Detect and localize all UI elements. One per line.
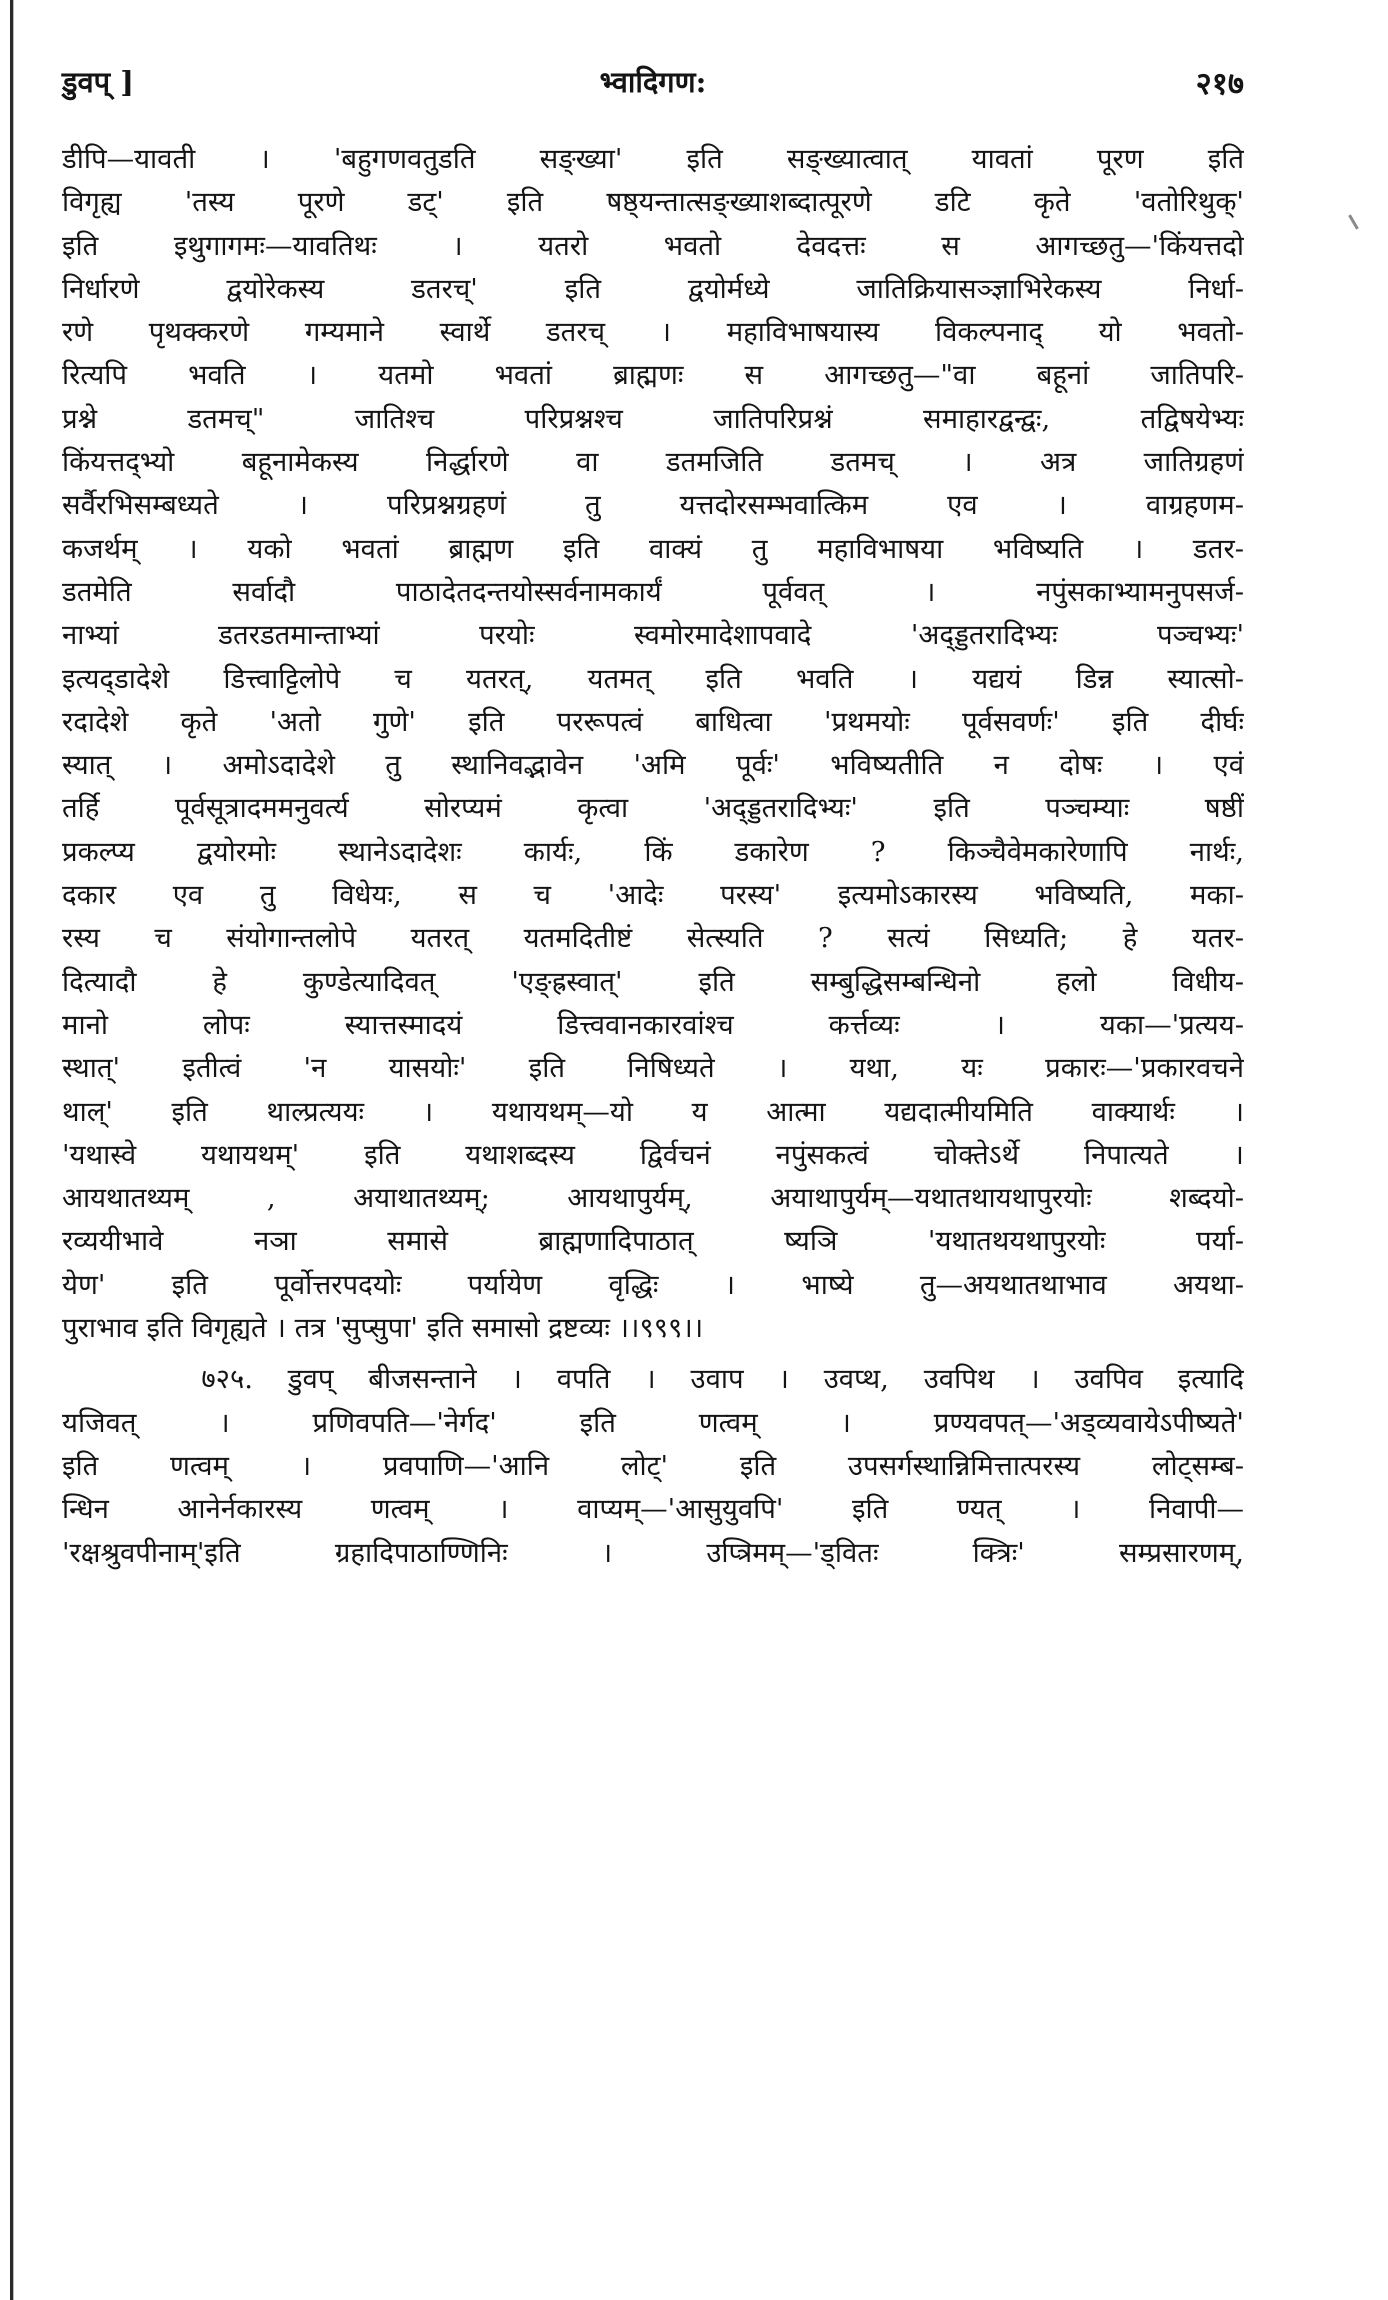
text-line: 'यथास्वे यथायथम्' इति यथाशब्दस्य द्विर्वचनं नपुंसकत्वं चोक्तेऽर्थे निपात्यते । <box>62 1138 1244 1171</box>
text-line: 'रक्षश्रुवपीनाम्'इति ग्रहादिपाठाण्णिनिः । उप्त्रिमम्—'ड्वितः क्त्रिः' सम्प्रसारणम्, <box>62 1536 1244 1569</box>
text-line: कजर्थम् । यको भवतां ब्राह्मण इति वाक्यं तु महाविभाषया भविष्यति । डतर- <box>62 532 1244 565</box>
paragraph-root-725 <box>62 1358 1244 1574</box>
section-title: भ्वादिगण: <box>599 65 707 99</box>
binding-edge-shadow <box>10 0 20 2300</box>
text-line: रणे पृथक्करणे गम्यमाने स्वार्थे डतरच् । महाविभाषयास्य विकल्पनाद् यो भवतो- <box>62 316 1244 349</box>
body-text <box>62 138 1244 1575</box>
paragraph-gap <box>62 1350 1244 1358</box>
text-line: ७२५. डुवप् बीजसन्ताने । वपति । उवाप । उवप्थ, उवपिथ । उवपिव इत्यादि <box>62 1363 1244 1396</box>
text-line: रव्ययीभावे नञा समासे ब्राह्मणादिपाठात् ष्यञि 'यथातथयथापुरयोः पर्या- <box>62 1225 1244 1258</box>
page-number: २१७ <box>1195 66 1244 102</box>
paragraph-commentary <box>62 138 1244 1350</box>
text-line: रस्य च संयोगान्तलोपे यतरत् यतमदितीष्टं सेत्स्यति ? सत्यं सिध्यति; हे यतर- <box>62 922 1244 955</box>
text-line: निर्धारणे द्वयोरेकस्य डतरच्' इति द्वयोर्मध्ये जातिक्रियासञ्ज्ञाभिरेकस्य निर्धा- <box>62 272 1244 305</box>
text-line: न्धिन आनेर्नकारस्य णत्वम् । वाप्यम्—'आसुयुवपि' इति ण्यत् । निवापी— <box>62 1493 1244 1526</box>
text-line: थाल्' इति थाल्प्रत्ययः । यथायथम्—यो य आत्मा यद्यदात्मीयमिति वाक्यार्थः । <box>62 1095 1244 1128</box>
text-line: डतमेति सर्वादौ पाठादेतदन्तयोस्सर्वनामकार्यं पूर्ववत् । नपुंसकाभ्यामनुपसर्ज- <box>62 575 1244 608</box>
text-line: इति णत्वम् । प्रवपाणि—'आनि लोट्' इति उपसर्गस्थान्निमित्तात्परस्य लोट्सम्ब- <box>62 1449 1244 1482</box>
text-line: स्थात्' इतीत्वं 'न यासयोः' इति निषिध्यते । यथा, यः प्रकारः—'प्रकारवचने <box>62 1052 1244 1085</box>
text-line: तर्हि पूर्वसूत्रादममनुवर्त्य सोरप्यमं कृत्वा 'अद्ड्डतरादिभ्यः' इति पञ्चम्याः षष्ठीं <box>62 792 1244 825</box>
text-line: पुराभाव इति विगृह्यते । तत्र 'सुप्सुपा' इति समासो द्रष्टव्यः ।।९९९।। <box>62 1312 704 1345</box>
text-line: स्यात् । अमोऽदादेशे तु स्थानिवद्भावेन 'अमि पूर्वः' भविष्यतीति न दोषः । एवं <box>62 749 1244 782</box>
text-line: रित्यपि भवति । यतमो भवतां ब्राह्मणः स आगच्छतु—"वा बहूनां जातिपरि- <box>62 359 1244 392</box>
text-line: येण' इति पूर्वोत्तरपदयोः पर्यायेण वृद्धिः । भाष्ये तु—अयथातथाभाव अयथा- <box>62 1268 1244 1301</box>
text-line: दकार एव तु विधेयः, स च 'आदेः परस्य' इत्यमोऽकारस्य भविष्यति, मका- <box>62 879 1244 912</box>
text-line: मानो लोपः स्यात्तस्मादयं डित्त्ववानकारवांश्च कर्त्तव्यः । यका—'प्रत्यय- <box>62 1008 1244 1041</box>
text-line: रदादेशे कृते 'अतो गुणे' इति पररूपत्वं बाधित्वा 'प्रथमयोः पूर्वसवर्णः' इति दीर्घः <box>62 705 1244 738</box>
text-line: नाभ्यां डतरडतमान्ताभ्यां परयोः स्वमोरमादेशापवादे 'अद्ड्डतरादिभ्यः पञ्चभ्यः' <box>62 619 1244 652</box>
text-line: इति इथुगागमः—यावतिथः । यतरो भवतो देवदत्तः स आगच्छतु—'किंयत्तदो <box>62 229 1244 262</box>
text-line: सर्वैरभिसम्बध्यते । परिप्रश्नग्रहणं तु यत्तदोरसम्भवात्किम एव । वाग्रहणम- <box>62 489 1244 522</box>
text-line: प्रकल्प्य द्वयोरमोः स्थानेऽदादेशः कार्यः, किं डकारेण ? किञ्चैवेमकारेणापि नार्थः, <box>62 835 1244 868</box>
text-line: किंयत्तद्भ्यो बहूनामेकस्य निर्द्धारणे वा डतमजिति डतमच् । अत्र जातिग्रहणं <box>62 446 1244 479</box>
text-line: इत्यद्डादेशे डित्त्वाट्टिलोपे च यतरत्, यतमत् इति भवति । यद्ययं डिन्न स्यात्सो- <box>62 662 1244 695</box>
running-head: डुवप् ] <box>62 65 134 99</box>
stray-ink-mark <box>1348 214 1359 229</box>
text-line: प्रश्ने डतमच्" जातिश्च परिप्रश्नश्च जातिपरिप्रश्नं समाहारद्वन्द्वः, तद्विषयेभ्यः <box>62 402 1244 435</box>
text-line: विगृह्य 'तस्य पूरणे डट्' इति षष्ठ्यन्तात्सङ्ख्याशब्दात्पूरणे डटि कृते 'वतोरिथुक्' <box>62 186 1244 219</box>
text-line: डीपि—यावती । 'बहुगणवतुडति सङ्ख्या' इति सङ्ख्यात्वात् यावतां पूरण इति <box>62 143 1244 175</box>
page-header <box>62 62 1244 112</box>
text-line: दित्यादौ हे कुण्डेत्यादिवत् 'एङ्ह्रस्वात्' इति सम्बुद्धिसम्बन्धिनो हलो विधीय- <box>62 965 1244 998</box>
text-line: यजिवत् । प्रणिवपति—'नेर्गद' इति णत्वम् । प्रण्यवपत्—'अड्व्यवायेऽपीष्यते' <box>62 1406 1244 1439</box>
text-line: आयथातथ्यम् , अयाथातथ्यम्; आयथापुर्यम्, अयाथापुर्यम्—यथातथायथापुरयोः शब्दयो- <box>62 1182 1244 1215</box>
